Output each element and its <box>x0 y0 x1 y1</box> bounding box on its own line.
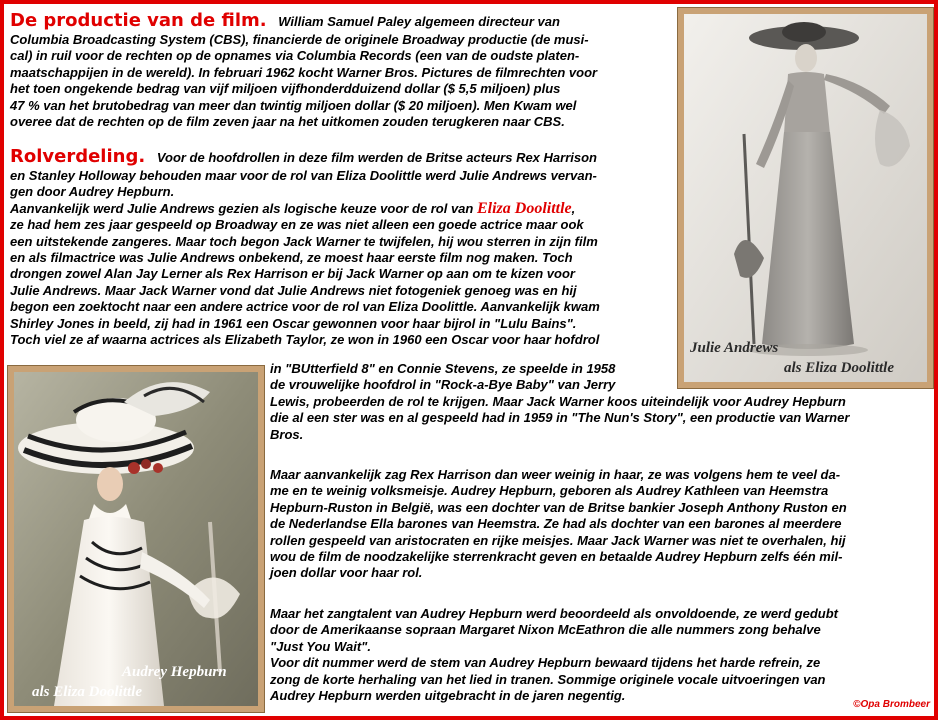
cast-line: in "BUtterfield 8" en Connie Stevens, ze speelde in 1958 <box>270 361 616 376</box>
cast-line: ze had hem zes jaar gespeeld op Broadway en ze was niet alleen een goede actrice maar ook <box>10 217 584 233</box>
cast-first-line <box>10 146 678 168</box>
production-line: maatschappijen in de wereld). In februari 1962 kocht Warner Bros. Pictures de filmrechten voor <box>10 64 598 80</box>
cast-line: Toch viel ze af waarna actrices als Elizabeth Taylor, ze won in 1960 een Oscar voor haar hofdrol <box>10 332 600 348</box>
section-cast <box>10 146 678 348</box>
cast-line: Shirley Jones in beeld, zij had in 1961 een Oscar gewonnen voor haar bijrol in "Lulu Bains". <box>10 315 577 331</box>
paragraph-harrison <box>270 467 932 582</box>
section-production <box>10 10 670 130</box>
cast-line: en Stanley Holloway behouden maar voor de rol van Eliza Doolittle werd Julie Andrews vervan- <box>10 168 597 183</box>
audrey-hepburn-illustration <box>14 372 258 706</box>
cast-line: Bros. <box>270 426 304 442</box>
cast-line: gen door Audrey Hepburn. <box>10 184 175 200</box>
paragraph-line: Hepburn-Ruston in België, was een dochter van de Britse bankier Joseph Anthony Ruston en <box>270 499 847 515</box>
heading-cast: Rolverdeling. <box>10 146 146 167</box>
paragraph-line: door de Amerikaanse sopraan Margaret Nixon McEathron die alle nummers zong behalve <box>270 622 821 638</box>
paragraph-line: Maar het zangtalent van Audrey Hepburn werd beoordeeld als onvoldoende, ze werd gedubt <box>270 606 838 621</box>
production-line: 47 % van het brutobedrag van meer dan twintig miljoen dollar ($ 20 miljoen). Men Kwam wel <box>10 97 577 113</box>
production-line: Columbia Broadcasting System (CBS), financierde de originele Broadway productie (de musi- <box>10 32 589 47</box>
paragraph-line: Audrey Hepburn werden uitgebracht in de jaren negentig. <box>270 688 626 704</box>
cast-line: Lewis, probeerden de rol te krijgen. Maar Jack Warner koos uiteindelijk voor Audrey Hepburn <box>270 393 846 409</box>
photo-audrey-hepburn <box>8 366 264 712</box>
paragraph-line: de Nederlandse Ella barones van Heemstra. Ze had als dochter van een barones al meerdere <box>270 516 842 532</box>
paragraph-singing <box>270 606 932 704</box>
julie-andrews-illustration <box>684 14 927 382</box>
production-line: William Samuel Paley algemeen directeur van <box>278 14 560 29</box>
role-name: Eliza Doolittle <box>476 199 572 217</box>
heading-production: De productie van de film. <box>10 10 267 31</box>
caption-julie-line1: Julie Andrews <box>690 340 779 356</box>
cast-line: die al een ster was en al gespeeld had in 1959 in "The Nun's Story", een productie van Warner <box>270 410 850 426</box>
role-punct: , <box>571 200 576 216</box>
cast-line: Julie Andrews. Maar Jack Warner vond dat Julie Andrews niet fotogeniek genoeg was en hij <box>10 282 577 298</box>
cast-line: de vrouwelijke hoofdrol in "Rock-a-Bye Baby" van Jerry <box>270 377 616 393</box>
cast-line: een uitstekende zangeres. Maar toch begon Jack Warner te twijfelen, hij wou sterren in zijn film <box>10 233 598 249</box>
paragraph-line: joen dollar voor haar rol. <box>270 565 423 581</box>
cast-line: Voor de hoofdrollen in deze film werden de Britse acteurs Rex Harrison <box>156 150 597 165</box>
cast-lead-in: Aanvankelijk werd Julie Andrews gezien als logische keuze voor de rol van <box>10 200 474 216</box>
paragraph-line: zong de korte herhaling van het lied in tranen. Sommige originele vocale uitvoeringen van <box>270 671 826 687</box>
cast-lead-line <box>10 201 678 217</box>
paragraph-line: Maar aanvankelijk zag Rex Harrison dan weer weinig in haar, ze was volgens hem te veel da- <box>270 467 841 482</box>
photo-julie-andrews <box>678 8 933 388</box>
production-line: het toen ongekende bedrag van vijf miljoen vijfhonderdduizend dollar ($ 5,5 miljoen) plus <box>10 81 561 97</box>
cast-line: en als filmactrice was Julie Andrews onbekend, ze moest haar eerste film nog maken. Toch <box>10 250 573 266</box>
caption-audrey-line1: Audrey Hepburn <box>122 664 227 680</box>
production-line: cal) in ruil voor de rechten op de opnames via Columbia Records (een van de oudste platen- <box>10 48 580 64</box>
paragraph-line: me en te weinig volksmeisje. Audrey Hepburn, geboren als Audrey Kathleen van Heemstra <box>270 483 829 499</box>
caption-julie-line2: als Eliza Doolittle <box>784 360 895 376</box>
paragraph-line: "Just You Wait". <box>270 638 371 654</box>
cast-line: drongen zowel Alan Jay Lerner als Rex Harrison er bij Jack Warner op aan om te kizen voor <box>10 266 575 282</box>
paragraph-line: wou de film de noodzakelijke sterrenkracht geven en betaalde Audrey Hepburn zelfs één mil- <box>270 549 843 565</box>
caption-audrey-line2: als Eliza Doolittle <box>32 684 143 700</box>
production-line: overee dat de rechten op de film zeven jaar na het uitkomen zouden terugkeren naar CBS. <box>10 114 565 130</box>
cast-line: begon een zoektocht naar een andere actrice voor de rol van Eliza Doolittle. Aanvankelijk kwam <box>10 299 600 315</box>
copyright-notice: ©Opa Brombeer <box>853 699 930 710</box>
paragraph-line: rollen gespeeld van aristocraten en rijke meisjes. Maar Jack Warner was niet te overhalen, hij <box>270 532 846 548</box>
production-first-line <box>10 10 670 32</box>
paragraph-line: Voor dit nummer werd de stem van Audrey Hepburn bewaard tijdens het harde refrein, ze <box>270 655 821 671</box>
